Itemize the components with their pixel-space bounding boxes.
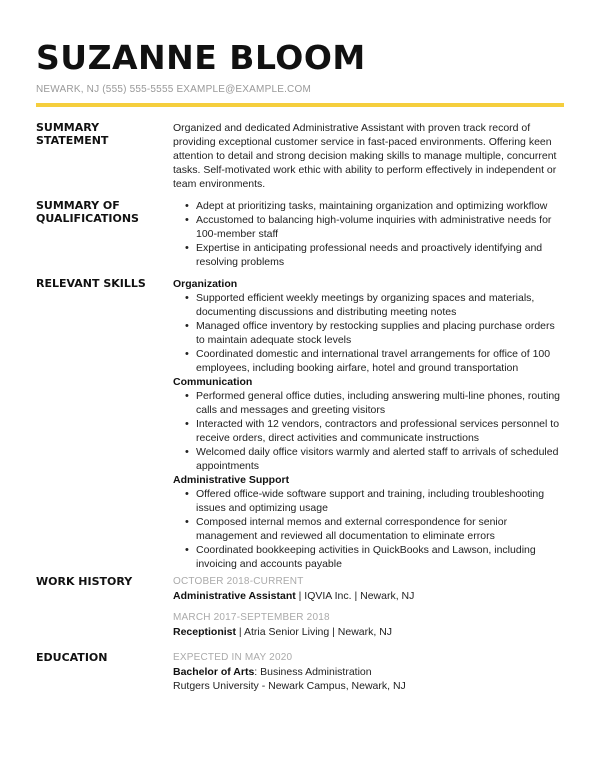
qualifications-list [173,199,564,269]
section-title-education: EDUCATION [36,651,108,664]
job-details: | IQVIA Inc. | Newark, NJ [295,590,415,602]
degree: Bachelor of Arts [173,666,255,678]
list-item: • Composed internal memos and external correspondence for senior management and reviewed all documentation to eliminate errors [173,515,564,543]
list-item: • Accustomed to balancing high-volume inquiries with administrative needs for 100-member staff [173,213,564,241]
contact-line: NEWARK, NJ (555) 555-5555 EXAMPLE@EXAMPLE.COM [36,84,311,95]
job-entry [173,589,564,603]
skill-group-title: Communication [173,376,253,388]
section-title-skills: RELEVANT SKILLS [36,277,146,290]
list-item: • Performed general office duties, including answering multi-line phones, routing calls and messages and greeting visitors [173,389,564,417]
skill-group-title: Organization [173,278,238,290]
summary-text: Organized and dedicated Administrative Assistant with proven track record of providing exceptional customer service in fast-paced environments. Offering keen attention to detail and strong decision making skills to manage multiple, concurrent tasks. Self-motivated work ethic with ability to perform effectively in independent or team environments. [173,122,557,190]
accent-divider [36,103,564,107]
candidate-name: SUZANNE BLOOM [36,38,366,77]
skill-group-list [173,487,564,571]
skill-group-list [173,389,564,473]
job-date: OCTOBER 2018-CURRENT [173,576,304,587]
list-item: • Offered office-wide software support and training, including troubleshooting issues and optimizing usage [173,487,564,515]
list-item: • Interacted with 12 vendors, contractors and professional services personnel to receive orders, direct activities and communicate instructions [173,417,564,445]
list-item: • Welcomed daily office visitors warmly and alerted staff to arrivals of scheduled appointments [173,445,564,473]
job-details: | Atria Senior Living | Newark, NJ [236,626,393,638]
degree-field: : Business Administration [254,666,372,678]
list-item: • Coordinated domestic and international travel arrangements for office of 100 employees, including booking airfare, hotel and ground transportation [173,347,564,375]
job-date: MARCH 2017-SEPTEMBER 2018 [173,612,330,623]
list-item: • Supported efficient weekly meetings by organizing spaces and materials, documenting discussions and distributing meeting notes [173,291,564,319]
list-item: • Managed office inventory by restocking supplies and placing purchase orders to maintain adequate stock levels [173,319,564,347]
list-item: • Coordinated bookkeeping activities in QuickBooks and Lawson, including invoicing and accounts payable [173,543,564,571]
education-date: EXPECTED IN MAY 2020 [173,652,293,663]
section-title-summary: SUMMARY STATEMENT [36,121,109,147]
job-title: Administrative Assistant [173,590,296,602]
job-title: Receptionist [173,626,237,638]
list-item: • Expertise in anticipating professional needs and proactively identifying and resolving problems [173,241,564,269]
skill-group-list [173,291,564,375]
section-title-work: WORK HISTORY [36,575,133,588]
skill-group-title: Administrative Support [173,474,290,486]
list-item: • Adept at prioritizing tasks, maintaining organization and optimizing workflow [173,199,564,213]
section-title-qualifications: SUMMARY OF QUALIFICATIONS [36,199,139,225]
degree-line [173,665,564,679]
school: Rutgers University - Newark Campus, Newark, NJ [173,680,406,692]
job-entry [173,625,564,639]
